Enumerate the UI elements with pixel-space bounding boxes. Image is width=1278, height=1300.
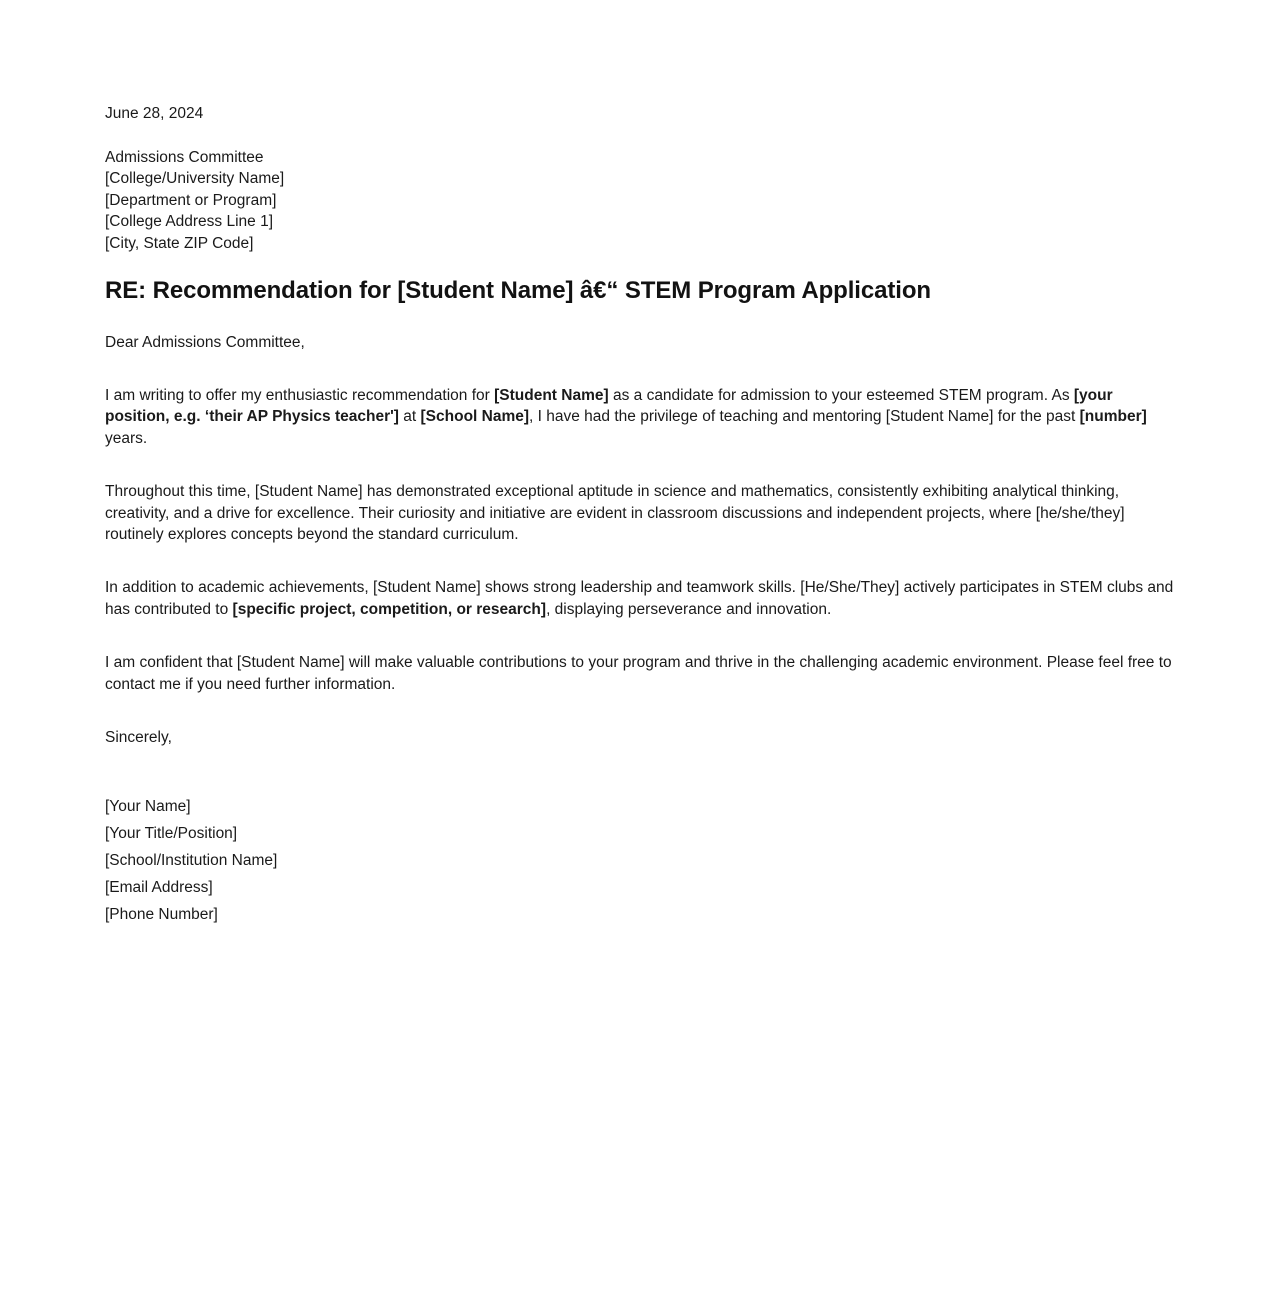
paragraph-intro — [105, 385, 1180, 449]
recipient-line: [City, State ZIP Code] — [105, 234, 254, 252]
text-run: Throughout this time, [Student Name] has demonstrated exceptional aptitude in science and mathematics, consistently exhibiting analytical thinking, creativity, and a drive for excellence. Their curiosity and initiative are evident in classroom discussions and independent projects, where [he/she/they] routinely explores concepts beyond the standard curriculum. — [105, 483, 1125, 544]
placeholder-token: [specific project, competition, or research] — [232, 600, 547, 618]
placeholder-token: [School Name] — [420, 408, 530, 426]
placeholder-token: [your position, e.g. ‘their AP Physics teacher'] — [105, 387, 1113, 426]
signature-line: [Your Title/Position] — [105, 825, 238, 843]
signature-line: [Email Address] — [105, 879, 213, 897]
text-run: In addition to academic achievements, [Student Name] shows strong leadership and teamwork skills. [He/She/They] actively participates in STEM clubs and has contributed to — [105, 579, 1174, 618]
placeholder-token: [Student Name] — [494, 387, 609, 405]
signature-line: [School/Institution Name] — [105, 852, 278, 870]
text-run: I am writing to offer my enthusiastic recommendation for — [105, 387, 495, 405]
text-run: years. — [105, 429, 148, 447]
recipient-line: [College/University Name] — [105, 170, 285, 188]
recipient-line: [College Address Line 1] — [105, 213, 274, 231]
closing-salutation: Sincerely, — [105, 729, 172, 747]
text-run: at — [398, 408, 421, 426]
text-run: I am confident that [Student Name] will make valuable contributions to your program and thrive in the challenging academic environment. Please feel free to contact me if you need further information. — [105, 654, 1172, 693]
letter-body — [105, 103, 1180, 928]
paragraph-aptitude — [105, 481, 1180, 545]
signature-line: [Phone Number] — [105, 906, 218, 924]
letter-date: June 28, 2024 — [105, 105, 204, 122]
text-run: as a candidate for admission to your esteemed STEM program. As — [608, 387, 1074, 405]
text-run: , displaying perseverance and innovation. — [546, 600, 832, 618]
signature-line: [Your Name] — [105, 798, 191, 816]
recipient-line: Admissions Committee — [105, 149, 264, 166]
text-run: , I have had the privilege of teaching and mentoring [Student Name] for the past — [529, 408, 1080, 426]
signature-block — [105, 793, 1180, 928]
recipient-address-block — [105, 147, 1180, 254]
placeholder-token: [number] — [1079, 408, 1147, 426]
salutation: Dear Admissions Committee, — [105, 334, 305, 352]
subject-heading: RE: Recommendation for [Student Name] â€“ STEM Program Application — [105, 277, 931, 305]
paragraph-closing-statement — [105, 652, 1180, 695]
paragraph-leadership — [105, 577, 1180, 620]
recipient-line: [Department or Program] — [105, 191, 277, 209]
